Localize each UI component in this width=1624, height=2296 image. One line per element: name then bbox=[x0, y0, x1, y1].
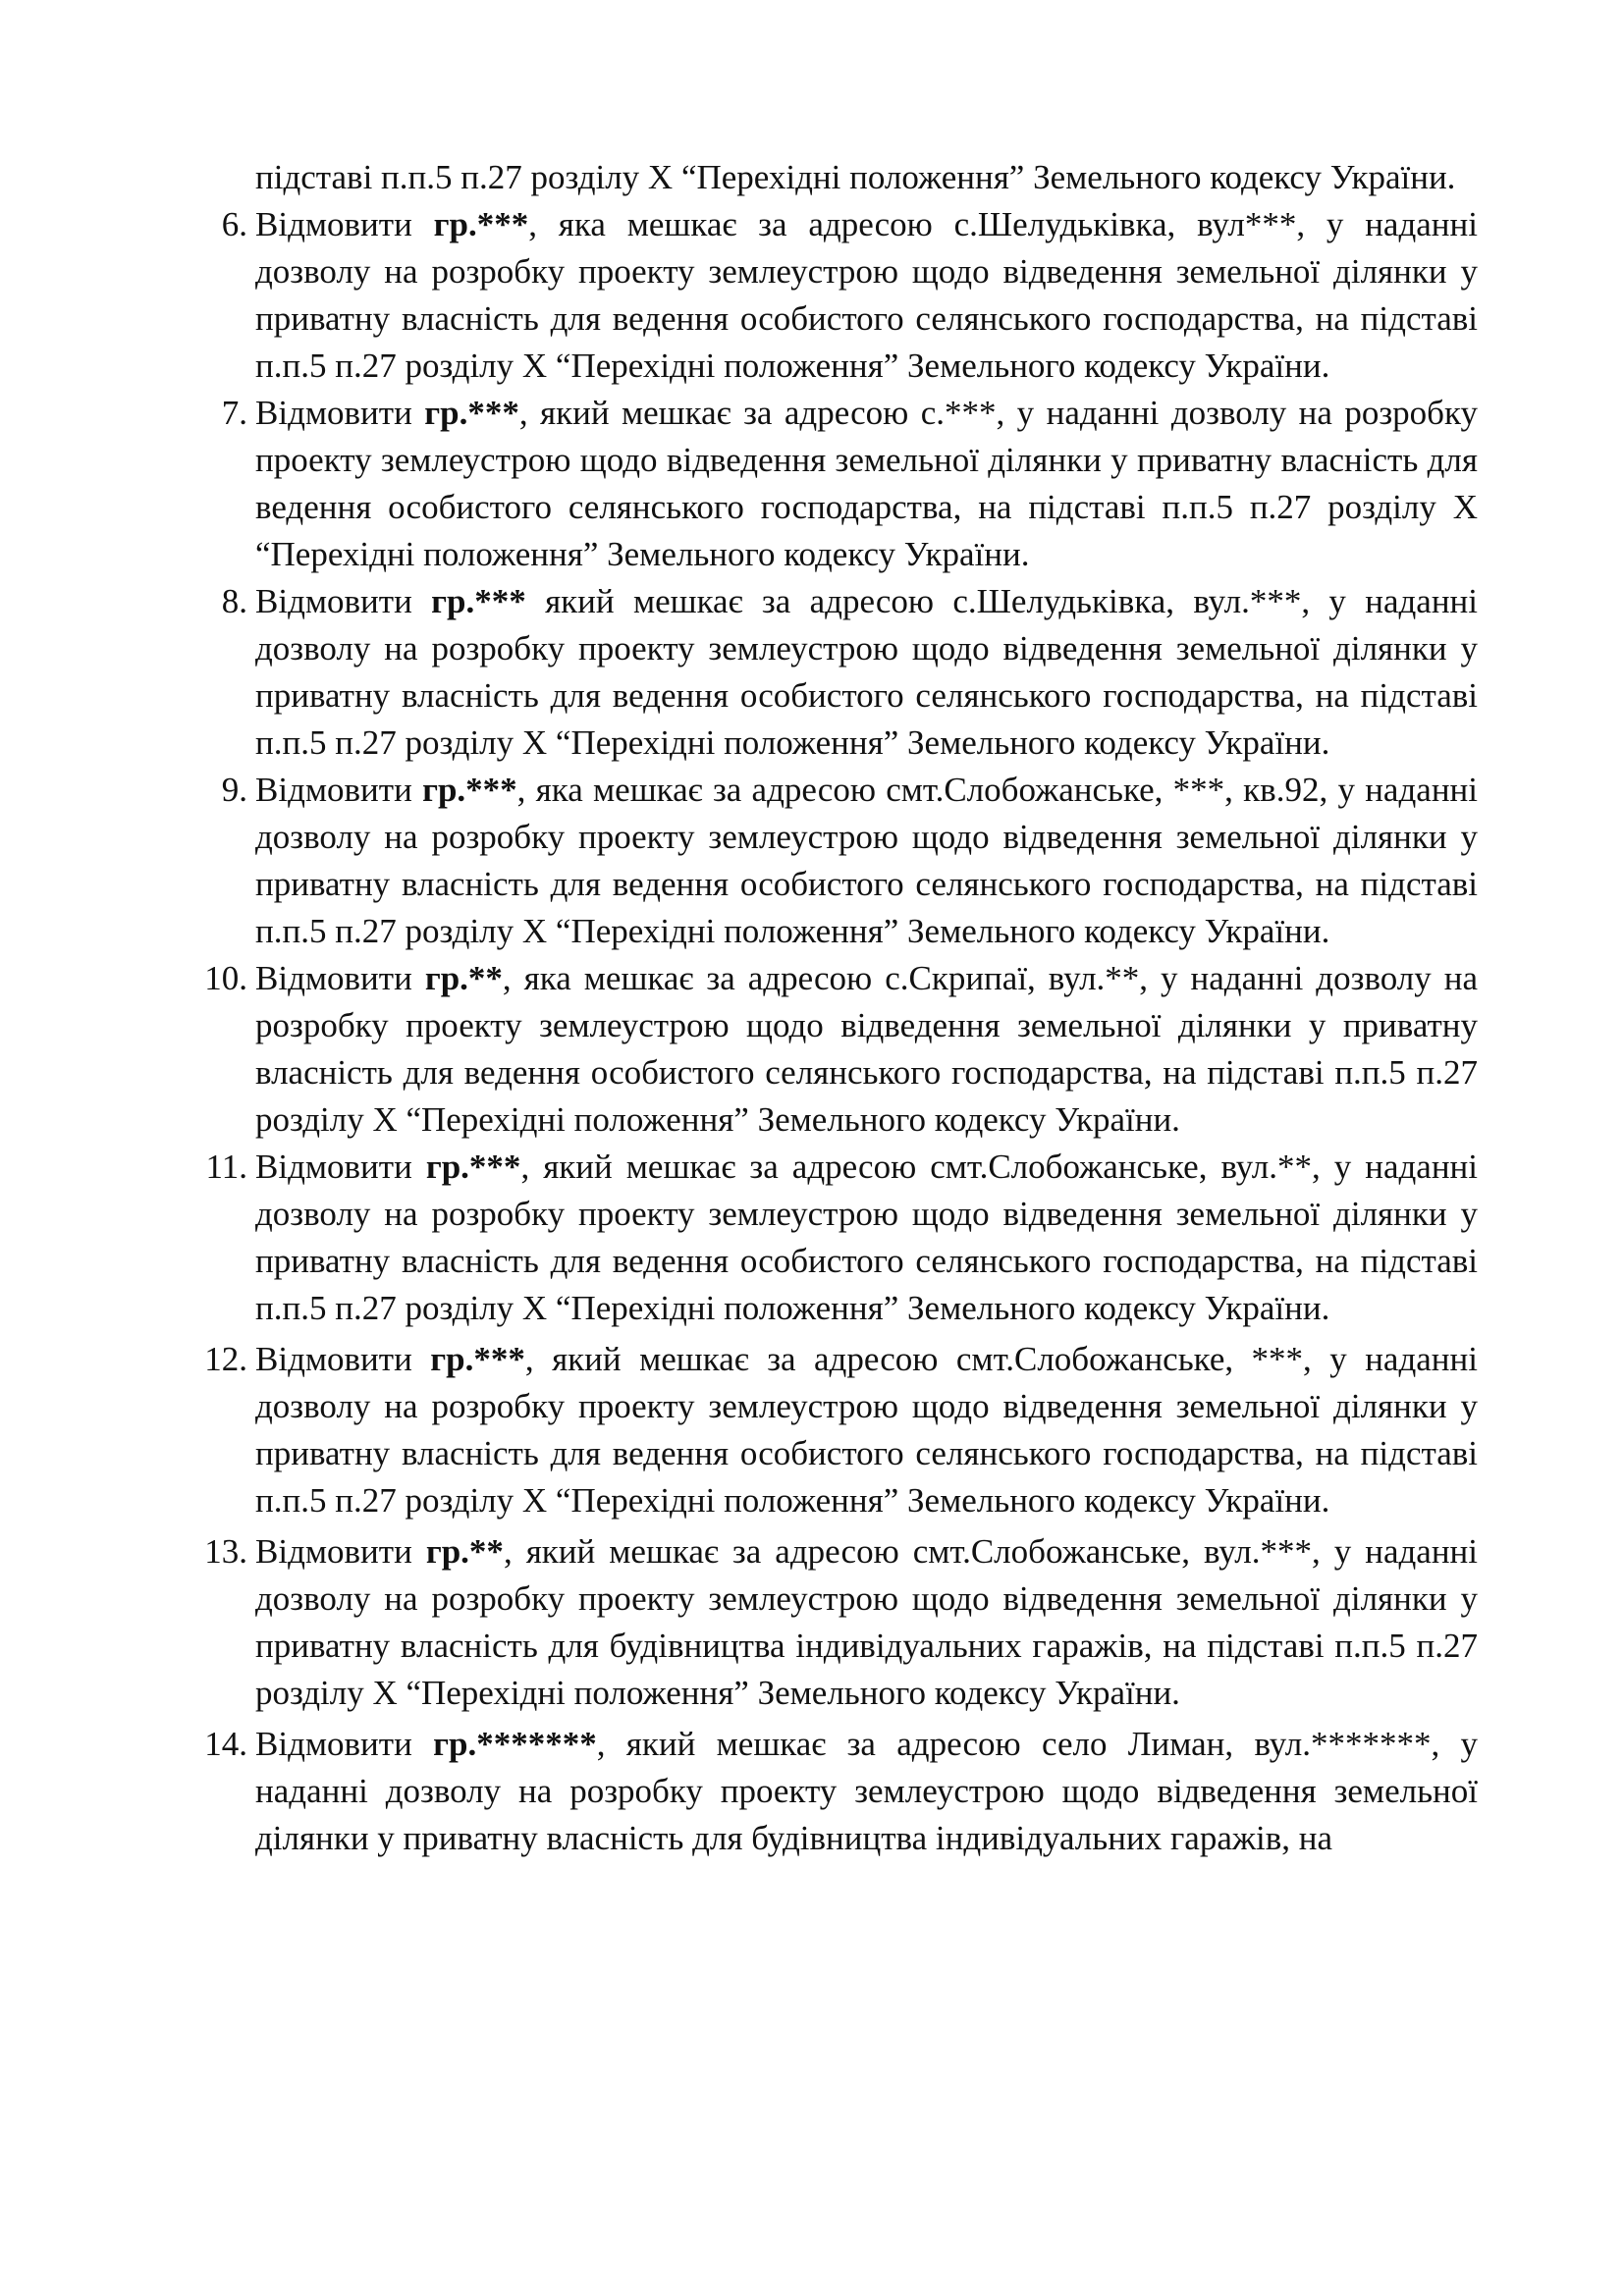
list-item-verb: Відмовити bbox=[255, 394, 412, 432]
list-item-person: гр.*** bbox=[431, 582, 526, 620]
list-item-text bbox=[255, 1144, 1478, 1332]
list-item-text bbox=[255, 201, 1478, 390]
list-item-verb: Відмовити bbox=[255, 771, 412, 809]
list-item bbox=[204, 1336, 1478, 1524]
list-item-person: гр.*** bbox=[422, 771, 517, 809]
list-item-body: , який мешкає за адресою смт.Слобожанське, вул.**, у наданні дозволу на розробку проекту землеустрою щодо відведення земельної ділянки у приватну власність для ведення особистого селянського господарства, на підставі п.п.5 п.27 розділу X “Перехідні положення” Земельного кодексу України. bbox=[255, 1148, 1479, 1327]
list-item-text bbox=[255, 390, 1478, 578]
list-item bbox=[204, 1721, 1479, 1862]
list-item-person: гр.*** bbox=[424, 394, 519, 432]
list-item bbox=[205, 1144, 1479, 1332]
list-item-number: 13. bbox=[204, 1532, 247, 1571]
list-item bbox=[221, 578, 1479, 767]
list-item-text bbox=[255, 767, 1478, 955]
list-item-text bbox=[255, 578, 1478, 767]
list-item-number: 10. bbox=[204, 959, 247, 997]
list-item-body: , який мешкає за адресою с.***, у наданні дозволу на розробку проекту землеустрою щодо відведення земельної ділянки у приватну власність для ведення особистого селянського господарства, на підставі п.п.5 п.27 розділу X “Перехідні положення” Земельного кодексу України. bbox=[255, 394, 1478, 573]
continued-paragraph bbox=[255, 154, 1478, 201]
list-item-text bbox=[255, 1721, 1478, 1862]
list-item bbox=[221, 201, 1478, 390]
list-item-number: 12. bbox=[204, 1340, 247, 1378]
list-item-person: гр.*** bbox=[433, 205, 529, 243]
list-item-verb: Відмовити bbox=[255, 1340, 412, 1378]
list-item bbox=[204, 1528, 1479, 1717]
list-item-verb: Відмовити bbox=[255, 959, 412, 997]
list-item-body: , яка мешкає за адресою смт.Слобожанське, ***, кв.92, у наданні дозволу на розробку проекту землеустрою щодо відведення земельної ділянки у приватну власність для ведення особистого селянського господарства, на підставі п.п.5 п.27 розділу X “Перехідні положення” Земельного кодексу України. bbox=[255, 771, 1478, 950]
list-item bbox=[221, 390, 1478, 578]
list-item bbox=[204, 955, 1478, 1144]
list-item-verb: Відмовити bbox=[255, 582, 412, 620]
list-item-number: 6. bbox=[221, 205, 247, 243]
list-item-body: , який мешкає за адресою село Лиман, вул.*******, у наданні дозволу на розробку проекту землеустрою щодо відведення земельної ділянки у приватну власність для будівництва індивідуальних гаражів, на bbox=[255, 1725, 1479, 1857]
list-item-verb: Відмовити bbox=[255, 1532, 412, 1571]
list-item-person: гр.** bbox=[425, 1532, 504, 1571]
list-item-body: який мешкає за адресою с.Шелудьківка, вул.***, у наданні дозволу на розробку проекту землеустрою щодо відведення земельної ділянки у приватну власність для ведення особистого селянського господарства, на підставі п.п.5 п.27 розділу X “Перехідні положення” Земельного кодексу України. bbox=[255, 582, 1479, 762]
list-item-person: гр.** bbox=[424, 959, 503, 997]
list-item bbox=[221, 767, 1478, 955]
list-item-number: 9. bbox=[221, 771, 247, 809]
list-item-number: 7. bbox=[221, 394, 247, 432]
list-item-body: , яка мешкає за адресою с.Скрипаї, вул.**, у наданні дозволу на розробку проекту землеустрою щодо відведення земельної ділянки у приватну власність для ведення особистого селянського господарства, на підставі п.п.5 п.27 розділу X “Перехідні положення” Земельного кодексу України. bbox=[255, 959, 1478, 1139]
list-item-person: гр.*** bbox=[425, 1148, 521, 1186]
list-item-body: , який мешкає за адресою смт.Слобожанське, вул.***, у наданні дозволу на розробку проекту землеустрою щодо відведення земельної ділянки у приватну власність для будівництва індивідуальних гаражів, на підставі п.п.5 п.27 розділу X “Перехідні положення” Земельного кодексу України. bbox=[255, 1532, 1479, 1712]
list-item-person: гр.******* bbox=[433, 1725, 597, 1763]
list-item-verb: Відмовити bbox=[255, 205, 412, 243]
list-item-text bbox=[255, 1528, 1478, 1717]
list-item-text bbox=[255, 955, 1478, 1144]
list-item-number: 11. bbox=[205, 1148, 247, 1186]
list-item-person: гр.*** bbox=[430, 1340, 525, 1378]
list-item-number: 8. bbox=[221, 582, 247, 620]
continued-paragraph-text: підставі п.п.5 п.27 розділу X “Перехідні положення” Земельного кодексу України. bbox=[255, 158, 1456, 196]
list-item-verb: Відмовити bbox=[255, 1725, 412, 1763]
document-body bbox=[204, 154, 1479, 1862]
list-item-number: 14. bbox=[204, 1725, 247, 1763]
list-item-body: , яка мешкає за адресою с.Шелудьківка, вул***, у наданні дозволу на розробку проекту землеустрою щодо відведення земельної ділянки у приватну власність для ведення особистого селянського господарства, на підставі п.п.5 п.27 розділу X “Перехідні положення” Земельного кодексу України. bbox=[255, 205, 1478, 385]
list-item-body: , який мешкає за адресою смт.Слобожанське, ***, у наданні дозволу на розробку проекту землеустрою щодо відведення земельної ділянки у приватну власність для ведення особистого селянського господарства, на підставі п.п.5 п.27 розділу X “Перехідні положення” Земельного кодексу України. bbox=[255, 1340, 1478, 1520]
list-item-text bbox=[255, 1336, 1478, 1524]
list-item-verb: Відмовити bbox=[255, 1148, 412, 1186]
